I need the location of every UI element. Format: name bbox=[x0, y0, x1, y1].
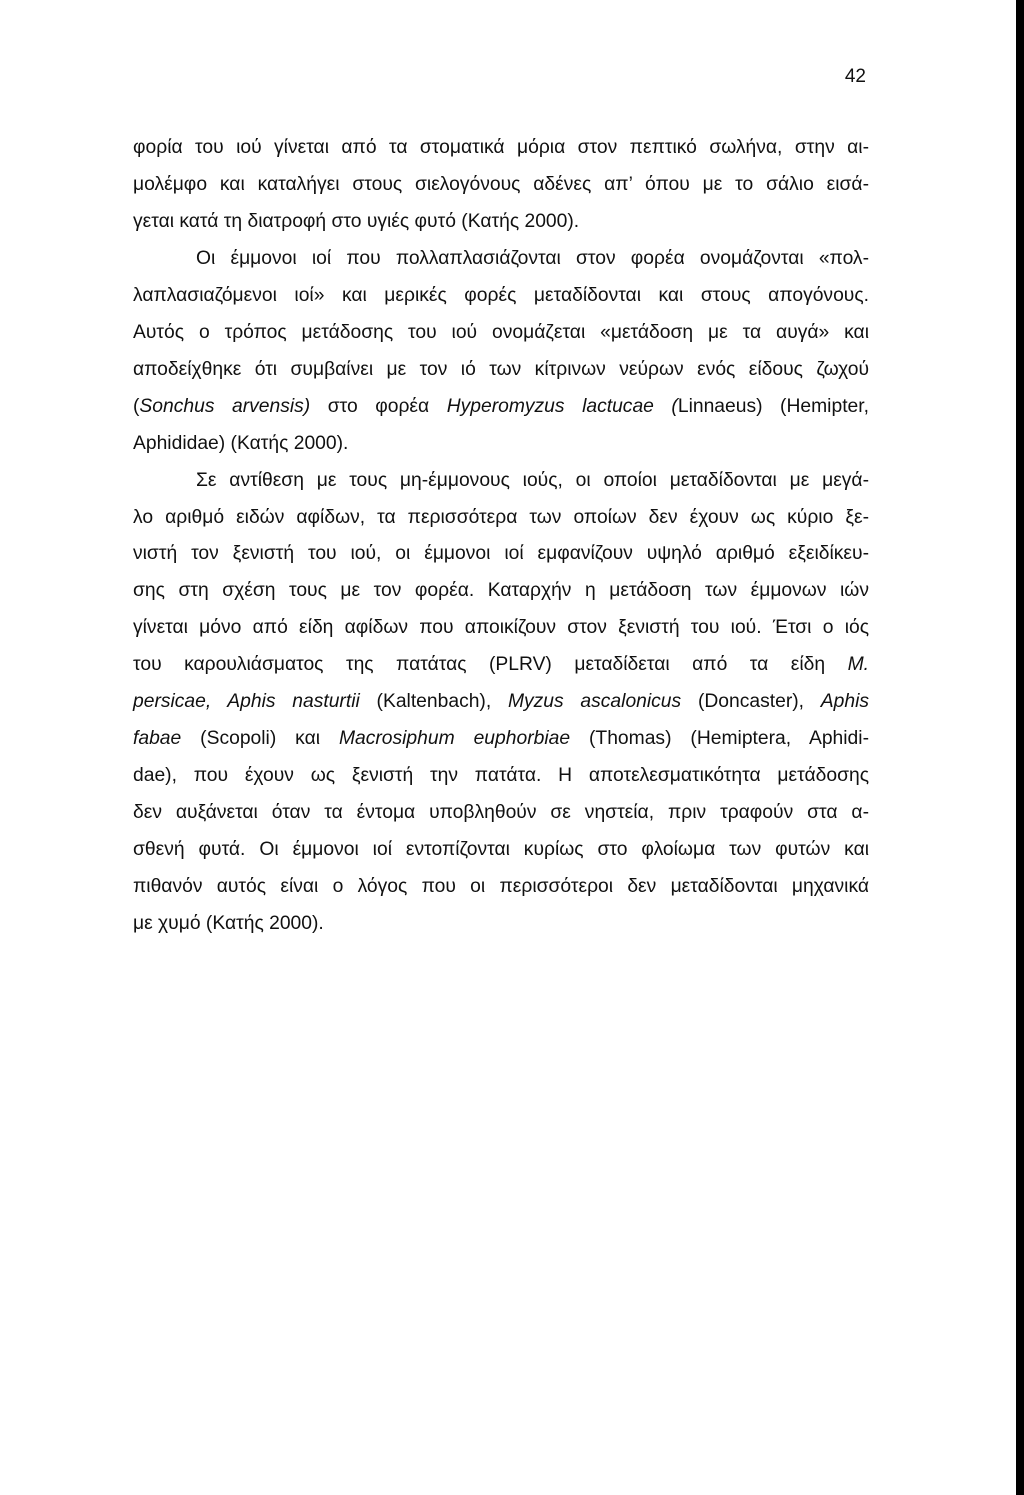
text-segment: πιθανόν αυτός είναι ο λόγος που οι περισσότεροι δεν μεταδίδονται μηχανικά bbox=[133, 876, 869, 898]
text-segment: λο αριθμό ειδών αφίδων, τα περισσότερα των οποίων δεν έχουν ως κύριο ξε- bbox=[133, 506, 869, 528]
text-segment: dae), που έχουν ως ξενιστή την πατάτα. Η αποτελεσματικότητα μετάδοσης bbox=[133, 765, 869, 787]
text-segment: σης στη σχέση τους με τον φορέα. Καταρχήν η μετάδοση των έμμονων ιών bbox=[133, 580, 869, 602]
text-segment: Linnaeus) (Hemipter, bbox=[677, 395, 869, 417]
text-segment: Οι έμμονοι ιοί που πολλαπλασιάζονται στον φορέα ονομάζονται «πολ- bbox=[196, 247, 869, 269]
text-line bbox=[133, 130, 869, 167]
text-line bbox=[133, 832, 869, 869]
text-segment: δεν αυξάνεται όταν τα έντομα υποβληθούν σε νηστεία, πριν τραφούν στα α- bbox=[133, 802, 869, 824]
text-segment: του καρουλιάσματος της πατάτας (PLRV) μεταδίδεται από τα είδη bbox=[133, 654, 848, 676]
text-line bbox=[133, 758, 869, 795]
text-line bbox=[133, 500, 869, 537]
text-line bbox=[133, 241, 869, 278]
text-segment: νιστή τον ξενιστή του ιού, οι έμμονοι ιοί εμφανίζουν υψηλό αριθμό εξειδίκευ- bbox=[133, 543, 869, 565]
text-segment: μολέμφο και καταλήγει στους σιελογόνους αδένες απ’ όπου με το σάλιο εισά- bbox=[133, 173, 869, 195]
text-line bbox=[133, 352, 869, 389]
text-line bbox=[133, 610, 869, 647]
text-line bbox=[133, 906, 869, 943]
text-segment: στο φορέα bbox=[310, 395, 447, 417]
italic-text: M. bbox=[847, 654, 869, 676]
text-line bbox=[133, 463, 869, 500]
page-number: 42 bbox=[844, 66, 866, 87]
text-line bbox=[133, 278, 869, 315]
text-line bbox=[133, 869, 869, 906]
italic-text: persicae, Aphis nasturtii bbox=[133, 691, 360, 713]
body-text bbox=[133, 130, 869, 943]
text-segment: με χυμό (Κατής 2000). bbox=[133, 913, 324, 935]
text-line bbox=[133, 536, 869, 573]
text-segment: (Kaltenbach), bbox=[359, 691, 508, 713]
text-line bbox=[133, 426, 869, 463]
text-segment: (Thomas) (Hemiptera, Aphidi- bbox=[570, 728, 869, 750]
text-segment: Αυτός ο τρόπος μετάδοσης του ιού ονομάζεται «μετάδοση με τα αυγά» και bbox=[133, 321, 869, 343]
text-segment: Aphididae) (Κατής 2000). bbox=[133, 432, 349, 454]
italic-text: Sonchus arvensis) bbox=[139, 395, 311, 417]
text-line bbox=[133, 389, 869, 426]
italic-text: fabae bbox=[133, 728, 182, 750]
text-line bbox=[133, 315, 869, 352]
italic-text: Macrosiphum euphorbiae bbox=[338, 728, 571, 750]
text-segment: γεται κατά τη διατροφή στο υγιές φυτό (Κατής 2000). bbox=[133, 210, 580, 232]
text-line bbox=[133, 684, 869, 721]
text-segment: σθενή φυτά. Οι έμμονοι ιοί εντοπίζονται κυρίως στο φλοίωμα των φυτών και bbox=[133, 839, 869, 861]
italic-text: Myzus ascalonicus bbox=[507, 691, 682, 713]
text-line bbox=[133, 721, 869, 758]
italic-text: Aphis bbox=[820, 691, 870, 713]
text-segment: λαπλασιαζόμενοι ιοί» και μερικές φορές μεταδίδονται και στους απογόνους. bbox=[133, 284, 869, 306]
text-segment: γίνεται μόνο από είδη αφίδων που αποικίζουν στον ξενιστή του ιού. Έτσι ο ιός bbox=[133, 617, 869, 639]
text-segment: (Doncaster), bbox=[681, 691, 821, 713]
text-segment: αποδείχθηκε ότι συμβαίνει με τον ιό των κίτρινων νεύρων ενός είδους ζωχού bbox=[133, 358, 869, 380]
text-segment: Σε αντίθεση με τους μη-έμμονους ιούς, οι οποίοι μεταδίδονται με μεγά- bbox=[196, 469, 869, 491]
text-line bbox=[133, 167, 869, 204]
text-line bbox=[133, 647, 869, 684]
italic-text: Hyperomyzus lactucae ( bbox=[446, 395, 678, 417]
text-segment: (Scopoli) και bbox=[181, 728, 339, 750]
text-line bbox=[133, 204, 869, 241]
text-line bbox=[133, 795, 869, 832]
text-segment: φορία του ιού γίνεται από τα στοματικά μόρια στον πεπτικό σωλήνα, στην αι- bbox=[133, 137, 869, 158]
text-segment: ( bbox=[133, 395, 140, 417]
text-line bbox=[133, 573, 869, 610]
